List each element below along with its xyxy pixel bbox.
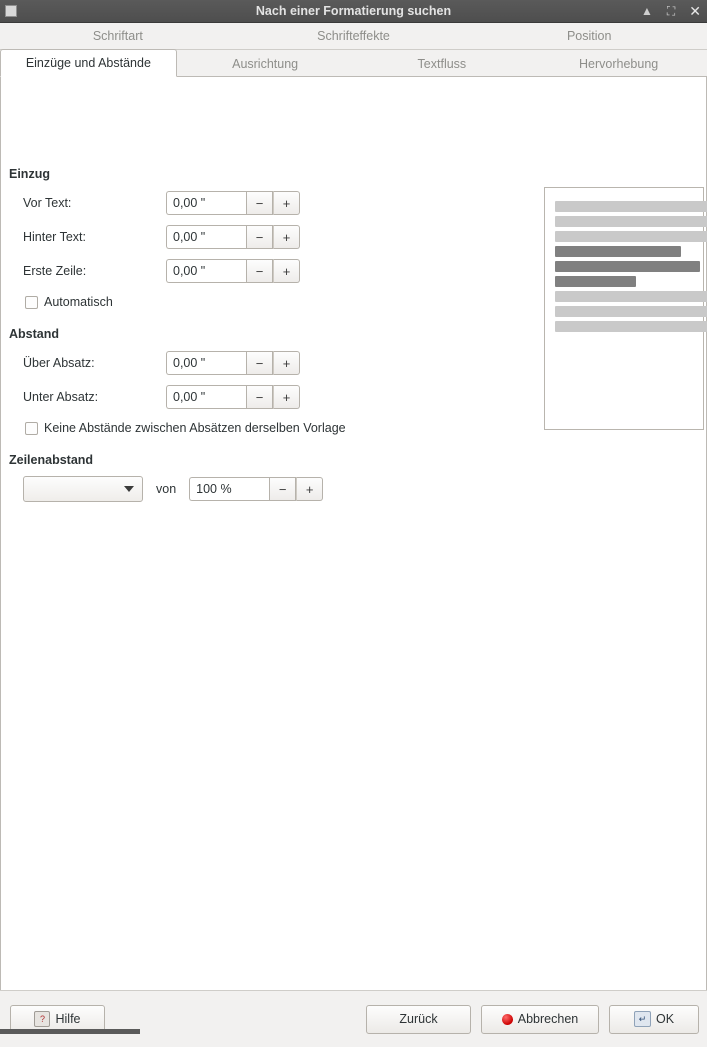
tab-textfluss[interactable]: Textfluss [354, 51, 531, 76]
section-heading-zeilenabstand: Zeilenabstand [9, 453, 93, 467]
label-von: von [156, 482, 176, 496]
section-heading-abstand: Abstand [9, 327, 59, 341]
back-button[interactable] [366, 1005, 471, 1034]
taskbar-strip [0, 1029, 140, 1034]
ok-button[interactable] [609, 1005, 699, 1034]
maximize-icon[interactable]: ⛶ [667, 5, 675, 17]
spinner-unter-absatz[interactable] [166, 385, 300, 409]
dialog-button-bar [0, 990, 707, 1047]
back-button-label: Zurück [399, 1012, 437, 1026]
ok-button-label: OK [656, 1012, 674, 1026]
tab-schrifteffekte[interactable]: Schrifteffekte [236, 23, 472, 49]
tab-ausrichtung[interactable]: Ausrichtung [177, 51, 354, 76]
window-title: Nach einer Formatierung suchen [0, 4, 707, 18]
preview-line [555, 216, 707, 227]
input-ueber-absatz[interactable] [166, 351, 246, 375]
cancel-button-label: Abbrechen [518, 1012, 578, 1026]
line-spacing-dropdown[interactable] [23, 476, 143, 502]
preview-line [555, 291, 707, 302]
preview-line [555, 276, 636, 287]
increment-hinter-text-button[interactable]: + [273, 225, 300, 249]
dialog-content-panel [0, 77, 707, 990]
paragraph-preview [544, 187, 704, 430]
help-button-label: Hilfe [55, 1012, 80, 1026]
input-hinter-text[interactable] [166, 225, 246, 249]
decrement-erste-zeile-button[interactable]: − [246, 259, 273, 283]
label-hinter-text: Hinter Text: [1, 230, 166, 244]
input-zeilenabstand-prozent[interactable] [189, 477, 269, 501]
label-vor-text: Vor Text: [1, 196, 166, 210]
window-controls [641, 4, 707, 18]
checkbox-automatisch[interactable] [25, 295, 113, 309]
tab-position[interactable]: Position [471, 23, 707, 49]
preview-line [555, 261, 700, 272]
preview-line [555, 201, 707, 212]
field-row-vor-text [1, 190, 300, 216]
spinner-ueber-absatz[interactable] [166, 351, 300, 375]
spinner-hinter-text[interactable] [166, 225, 300, 249]
input-unter-absatz[interactable] [166, 385, 246, 409]
field-row-erste-zeile [1, 258, 300, 284]
field-row-zeilenabstand [1, 476, 323, 502]
chevron-down-icon [124, 486, 134, 492]
tab-bar-secondary [0, 50, 707, 77]
field-row-hinter-text [1, 224, 300, 250]
cancel-button[interactable] [481, 1005, 599, 1034]
label-unter-absatz: Unter Absatz: [1, 390, 166, 404]
tab-bar-primary [0, 23, 707, 50]
field-row-ueber-absatz [1, 350, 300, 376]
decrement-unter-absatz-button[interactable]: − [246, 385, 273, 409]
checkbox-automatisch-label: Automatisch [44, 295, 113, 309]
spinner-zeilenabstand-prozent[interactable] [189, 477, 323, 501]
increment-unter-absatz-button[interactable]: + [273, 385, 300, 409]
input-erste-zeile[interactable] [166, 259, 246, 283]
increment-erste-zeile-button[interactable]: + [273, 259, 300, 283]
section-heading-einzug: Einzug [9, 167, 50, 181]
ok-icon: ↵ [634, 1011, 651, 1027]
window-titlebar [0, 0, 707, 23]
spinner-vor-text[interactable] [166, 191, 300, 215]
increment-zeilenabstand-button[interactable]: + [296, 477, 323, 501]
tab-einzuege-und-abstaende[interactable]: Einzüge und Abstände [0, 49, 177, 77]
label-ueber-absatz: Über Absatz: [1, 356, 166, 370]
increment-ueber-absatz-button[interactable]: + [273, 351, 300, 375]
checkbox-keine-abstaende-box[interactable] [25, 422, 38, 435]
preview-line [555, 231, 707, 242]
preview-line [555, 321, 707, 332]
decrement-hinter-text-button[interactable]: − [246, 225, 273, 249]
checkbox-keine-abstaende[interactable] [25, 421, 346, 435]
checkbox-automatisch-box[interactable] [25, 296, 38, 309]
spinner-erste-zeile[interactable] [166, 259, 300, 283]
help-icon: ? [34, 1011, 50, 1027]
dialog-action-buttons [366, 1005, 707, 1034]
cancel-icon [502, 1014, 513, 1025]
decrement-ueber-absatz-button[interactable]: − [246, 351, 273, 375]
tab-hervorhebung[interactable]: Hervorhebung [530, 51, 707, 76]
field-row-unter-absatz [1, 384, 300, 410]
preview-line [555, 306, 707, 317]
preview-line [555, 246, 681, 257]
close-icon[interactable]: ✕ [689, 4, 701, 18]
window-icon [5, 5, 17, 17]
minimize-icon[interactable]: ▲ [641, 5, 653, 17]
decrement-zeilenabstand-button[interactable]: − [269, 477, 296, 501]
increment-vor-text-button[interactable]: + [273, 191, 300, 215]
checkbox-keine-abstaende-label: Keine Abstände zwischen Absätzen derselben Vorlage [44, 421, 346, 435]
tab-schriftart[interactable]: Schriftart [0, 23, 236, 49]
label-erste-zeile: Erste Zeile: [1, 264, 166, 278]
input-vor-text[interactable] [166, 191, 246, 215]
decrement-vor-text-button[interactable]: − [246, 191, 273, 215]
